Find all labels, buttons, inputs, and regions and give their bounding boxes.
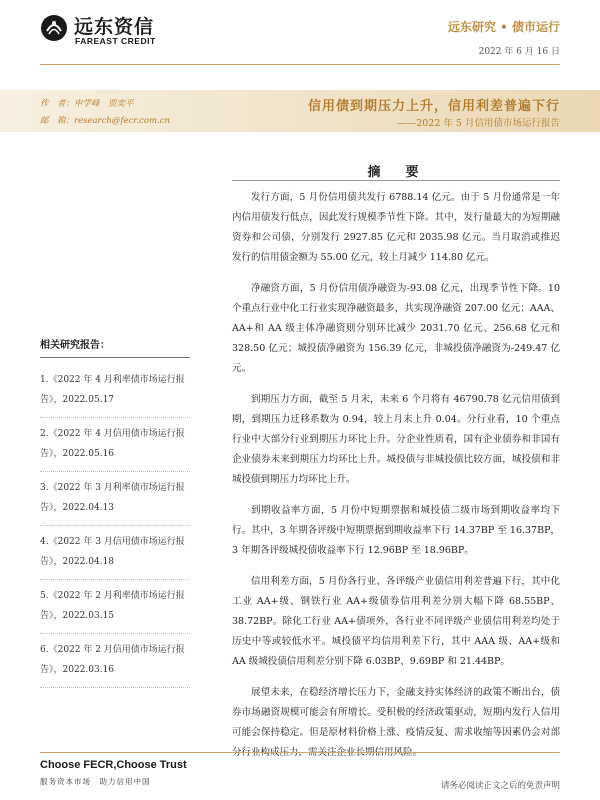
summary-paragraph-credit-spread: 信用利差方面，5 月份各行业、各评级产业债信用利差普遍下行，其中化工业 AA+级、钢铁行业 AA+级债券信用利差分别大幅下降 68.55BP、38.72BP。除化工行业 AA+债项外，各行业不同评级产业债信用利差均处于历史中等或较低水平。城投债平均信用利差下行，其中 AAA 级、AA+级和 AA 级城投债信用利差分别下降 6.03BP、9.69BP 和 21.44BP。: [232, 576, 560, 667]
report-header: [0, 0, 600, 88]
related-report-item[interactable]: 4.《2022 年 3 月信用债市场运行报告》，2022.04.18: [40, 532, 190, 580]
summary-paragraph-net-financing: 净融资方面，5 月份信用债净融资为-93.08 亿元，出现季节性下降。10 个重点行业中化工行业实现净融资最多，共实现净融资 207.00 亿元；AAA、AA+和 AA 级主体净融资则分别环比减少 2031.70 亿元、256.68 亿元和 328.50 亿元；城投债净融资为 156.39 亿元，非城投债净融资为-249.47 亿元。: [232, 283, 560, 374]
related-report-item[interactable]: 1.《2022 年 4 月利率债市场运行报告》，2022.05.17: [40, 370, 190, 418]
footer-slogan-cn: 服务资本市场 助力信用中国: [40, 777, 151, 786]
logo-english-name: FAREAST CREDIT: [75, 36, 156, 46]
related-report-item[interactable]: 3.《2022 年 3 月利率债市场运行报告》，2022.04.13: [40, 478, 190, 526]
summary-paragraph-outlook: 展望未来，在稳经济增长压力下，金融支持实体经济的政策不断出台，债券市场融资规模可能会有所增长。受积极的经济政策驱动，短期内发行人信用可能会保持稳定。但是原材料价格上涨、疫情反复、需求收缩等因素仍会对部: [232, 687, 560, 738]
footer-slogan-en: Choose FECR,Choose Trust: [40, 759, 187, 771]
summary-paragraph-yield: 到期收益率方面，5 月份中短期票据和城投债二级市场到期收益率均下行。其中，3 年期各评级中短期票据到期收益率下行 14.37BP 至 16.37BP，3 年期各评级城投债收益率下行 12.96BP 至 18.96BP。: [232, 505, 560, 556]
footer-disclaimer: 请务必阅读正文之后的免责声明: [440, 781, 560, 791]
author-line: 作 者：申学峰 贾奕平: [40, 99, 134, 109]
report-title: 信用债到期压力上升，信用利差普遍下行: [307, 99, 560, 114]
related-report-item[interactable]: 6.《2022 年 2 月信用债市场运行报告》，2022.03.16: [40, 640, 190, 688]
summary-body: [232, 188, 560, 774]
fareast-logo-icon: [40, 14, 68, 42]
report-subtitle: ——2022 年 5 月信用债市场运行报告: [397, 118, 560, 129]
header-divider: [40, 64, 560, 65]
logo-chinese-name: 远东资信: [74, 16, 155, 38]
summary-heading: 摘 要: [367, 165, 425, 180]
related-report-item[interactable]: 2.《2022 年 4 月信用债市场运行报告》，2022.05.16: [40, 424, 190, 472]
footer-divider: [40, 752, 560, 753]
related-reports-title: 相关研究报告：: [40, 336, 190, 358]
email-line: 邮 箱：research@fecr.com.cn: [40, 116, 170, 126]
related-report-item[interactable]: 5.《2022 年 2 月利率债市场运行报告》，2022.03.15: [40, 586, 190, 634]
related-reports-sidebar: [40, 336, 190, 694]
report-type: 远东研究 • 债市运行: [447, 20, 560, 34]
report-date: 2022 年 6 月 16 日: [478, 47, 560, 57]
summary-paragraph-maturity-pressure: 到期压力方面，截至 5 月末，未来 6 个月将有 46790.78 亿元信用债到期，到期压力迁移系数为 0.94，较上月末上升 0.04。分行业看，10 个重点行业中大部分行业到期压力环比上升。分企业性质看，国有企业债券和非国有企业债券未来到期压力均环比上升。城投债与非城投债比较方面，城投债和非城投债到期压力均环比上升。: [232, 394, 560, 485]
summary-divider: [232, 180, 560, 181]
summary-paragraph-issuance: 发行方面，5 月份信用债共发行 6788.14 亿元。由于 5 月份通常是一年内信用债发行低点，因此发行规模季节性下降。其中，发行量最大的为短期融资券和公司债，分别发行 2927.85 亿元和 2035.98 亿元。当月取消或推迟发行的信用债金额为 55.00 亿元，较上月减少 114.80 亿元。: [232, 192, 560, 263]
